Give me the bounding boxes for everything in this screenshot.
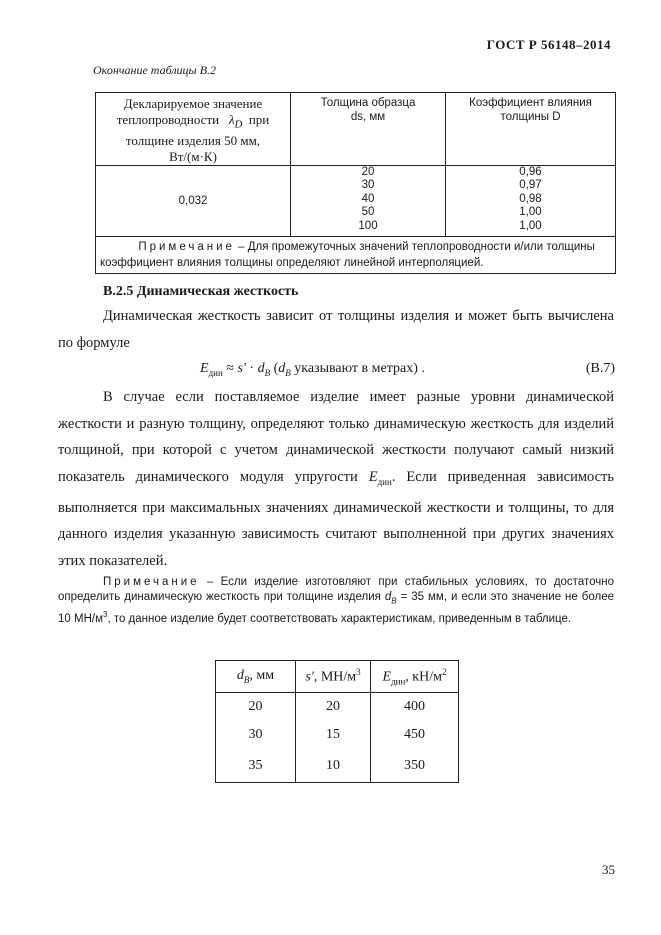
stiffness-table (215, 660, 459, 783)
table-note (96, 236, 616, 273)
header-dynamic-modulus: $E_{дин}$, $кН/м^2$ (371, 661, 459, 693)
header-thickness-coefficient: Коэффициент влияния толщины D (446, 93, 616, 166)
table-cell: 15 (296, 721, 371, 749)
main-paragraph: В случае если поставляемое изделие имеет разные уровни динамической жесткости и разную толщину, определяют только динамическую жесткость для изделий толщиной, при которой с учетом динамической жесткости получают самый низкий показатель динамического модуля упругости $E_{дин}$. Если приведенная зависимость выполняется при максимальных значениях динамической жесткости и толщины, то для данного изделия указанную зависимость считают выполненной при других значениях этих показателей. (58, 389, 615, 569)
table-caption: Окончание таблицы В.2 (93, 63, 217, 77)
formula-b7: $E_{дин} \approx s' \cdot d_B$ ($d_B$ указывают в метрах) . (200, 361, 425, 378)
note-label: Примечание (138, 240, 235, 253)
table-cell: 20 (296, 693, 371, 722)
note-text: – Для промежуточных значений теплопроводности и/или толщины коэффициент влияния толщины определяют линейной интерполяцией. (100, 240, 595, 269)
page-number: 35 (602, 862, 615, 877)
table-cell: 350 (371, 749, 459, 783)
table-cell: 20 (216, 693, 296, 722)
conductivity-table (95, 92, 616, 274)
table-cell: 450 (371, 721, 459, 749)
coefficient-list: 0,96 0,97 0,98 1,00 1,00 (446, 165, 616, 236)
table-cell: 35 (216, 749, 296, 783)
header-sample-thickness: Толщина образца ds, мм (291, 93, 446, 166)
intro-paragraph: Динамическая жесткость зависит от толщины изделия и может быть вычислена по формуле (58, 308, 614, 351)
table-cell: 10 (296, 749, 371, 783)
section-note: Примечание – Если изделие изготовляют при стабильных условиях, то достаточно определить динамическую жесткость при толщине изделия $d_B = 35$ мм, и если это значение не более 10 $МН/м^3$, то данное изделие будет соответствовать характеристикам, приведенным в таблице. (58, 576, 615, 626)
section-title: В.2.5 Динамическая жесткость (103, 284, 299, 299)
header-thickness: $d_B$, мм (216, 661, 296, 693)
standard-header: ГОСТ Р 56148–2014 (486, 37, 611, 52)
table-cell: 30 (216, 721, 296, 749)
formula-number: (В.7) (585, 361, 615, 376)
header-declared-conductivity: Декларируемое значение теплопроводности $\lambda_D$ при толщине изделия 50 мм, Вт/(м·К) (96, 93, 291, 166)
header-dynamic-stiffness: s', $МН/м^3$ (296, 661, 371, 693)
conductivity-value: 0,032 (96, 165, 291, 236)
thickness-list: 20 30 40 50 100 (291, 165, 446, 236)
table-cell: 400 (371, 693, 459, 722)
